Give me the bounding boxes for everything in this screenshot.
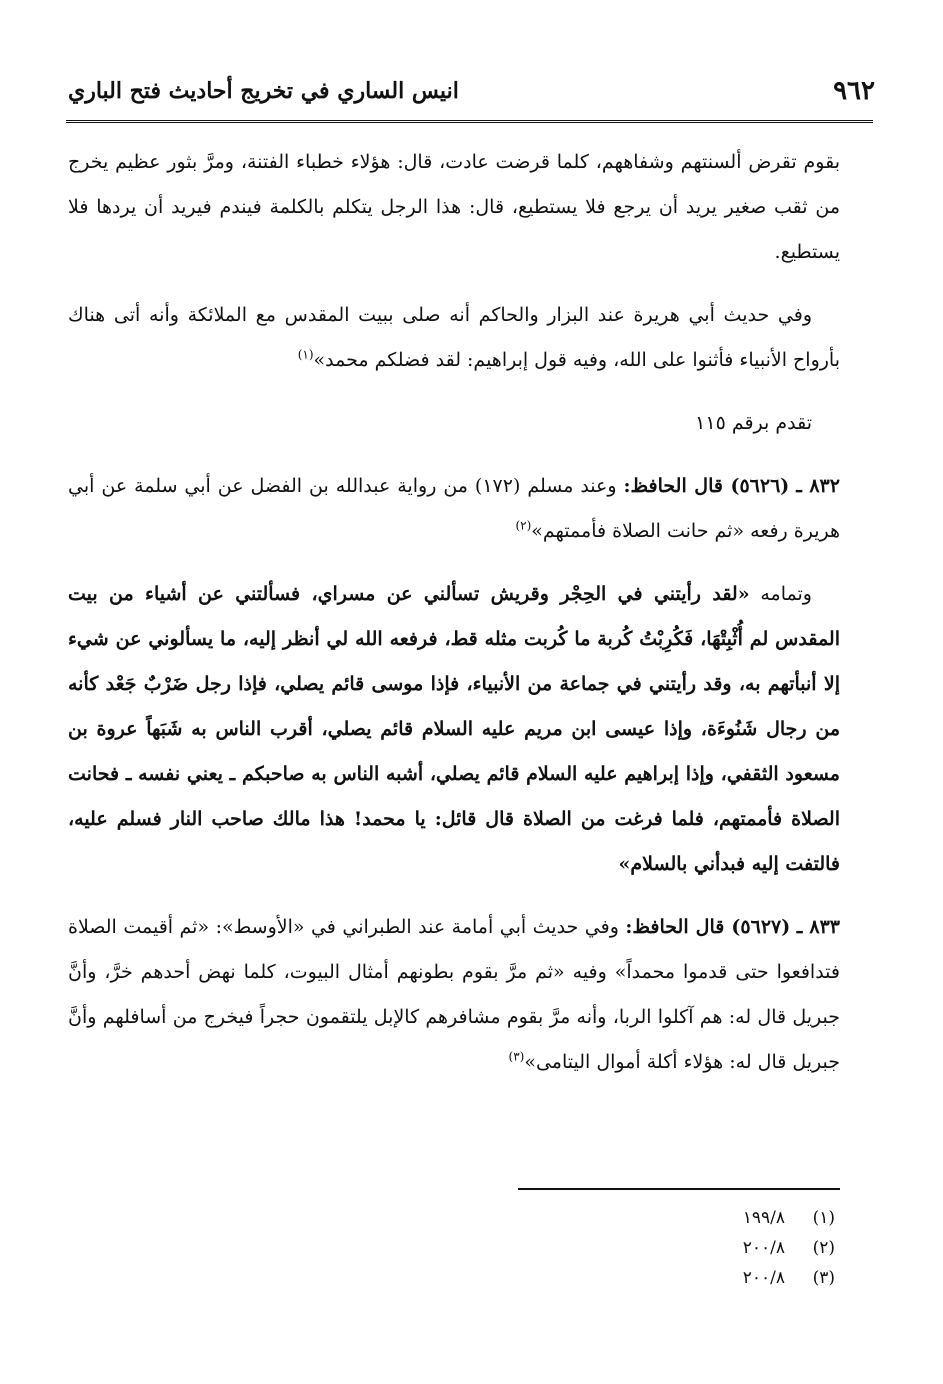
- quote-intro: وتمامه: [760, 583, 812, 605]
- paragraph-abu-hurayra: [68, 293, 840, 383]
- paragraph-text: تقدم برقم ١١٥: [695, 412, 812, 434]
- footnote-item: [600, 1263, 835, 1293]
- paragraph-continued: [68, 140, 840, 275]
- paragraph-text: بقوم تقرض ألسنتهم وشفاههم، كلما قرضت عادت، قال: هؤلاء خطباء الفتنة، ومرَّ بثور عظيم يخرج من ثقب صغير يريد أن يرجع فلا يستطيع، قال: هذا الرجل يتكلم بالكلمة فيندم فيريد أن يردها فلا يستطيع.: [68, 151, 840, 263]
- footnote-marker: (١): [812, 1208, 835, 1228]
- entry-number: ٨٣٢ ـ: [796, 475, 840, 497]
- running-title: انيس الساري في تخريج أحاديث فتح الباري: [68, 78, 459, 104]
- entry-832: [68, 464, 840, 554]
- hadith-quote: «لقد رأيتني في الحِجْر وقريش تسألني عن مسراي، فسألتني عن أشياء من بيت المقدس لم أُثْبِتْهَا، فَكُرِبْتُ كُربة ما كُربت مثله قط، فرفعه الله لي أنظر إليه، ما يسألوني عن شيء إلا أنبأتهم به، وقد رأيتني في جماعة من الأنبياء، فإذا موسى قائم يصلي، فإذا رجل ضَرْبٌ جَعْد كأنه من رجال شَنُوءَة، وإذا عيسى ابن مريم عليه السلام قائم يصلي، أقرب الناس به شَبَهاً عروة بن مسعود الثقفي، وإذا إبراهيم عليه السلام قائم يصلي، أشبه الناس به صاحبكم ـ يعني نفسه ـ فحانت الصلاة فأممتهم، فلما فرغت من الصلاة قال قائل: يا محمد! هذا مالك صاحب النار فسلم عليه، فالتفت إليه فبدأني بالسلام»: [68, 583, 840, 875]
- footnote-ref[interactable]: (٣): [508, 1049, 525, 1064]
- entry-number: ٨٣٣ ـ: [796, 916, 840, 938]
- footnote-item: [600, 1233, 835, 1263]
- footnotes: [600, 1203, 835, 1293]
- entry-reference: (٥٦٢٧) قال الحافظ:: [625, 916, 791, 938]
- footnote-text: ٢٠٠/٨: [742, 1268, 785, 1288]
- footnote-marker: (٢): [812, 1238, 835, 1258]
- entry-833: [68, 905, 840, 1085]
- footnote-ref[interactable]: (١): [297, 347, 314, 362]
- entry-text: وفي حديث أبي أمامة عند الطبراني في «الأوسط»: «ثم أقيمت الصلاة فتدافعوا حتى قدموا محمداً» وفيه «ثم مرَّ بقوم بطونهم أمثال البيوت، كلما نهض أحدهم خرَّ، وأنَّ جبريل قال له: هم آكلوا الربا، وأنه مرَّ بقوم مشافرهم كالإبل يلتقمون حجراً فيخرج من أسافلهم وأنَّ جبريل قال له: هؤلاء أكلة أموال اليتامى»: [68, 916, 840, 1073]
- footnote-text: ١٩٩/٨: [742, 1208, 785, 1228]
- entry-text: وعند مسلم (١٧٢) من رواية عبدالله بن الفضل عن أبي سلمة عن أبي هريرة رفعه «ثم حانت الصلاة فأممتهم»: [68, 475, 840, 542]
- page-header: [68, 76, 875, 120]
- page-number: ٩٦٢: [833, 76, 875, 106]
- header-rule: [66, 120, 873, 123]
- cross-reference: [68, 401, 840, 446]
- footnote-item: [600, 1203, 835, 1233]
- paragraph-text: وفي حديث أبي هريرة عند البزار والحاكم أنه صلى ببيت المقدس مع الملائكة وأنه أتى هناك بأرواح الأنبياء فأثنوا على الله، وفيه قول إبراهيم: لقد فضلكم محمد»: [68, 304, 840, 371]
- footnote-marker: (٣): [812, 1268, 835, 1288]
- hadith-quote-paragraph: [68, 572, 840, 887]
- entry-reference: (٥٦٢٦) قال الحافظ:: [623, 475, 790, 497]
- footnote-separator: [518, 1188, 840, 1190]
- footnote-text: ٢٠٠/٨: [742, 1238, 785, 1258]
- main-text: [68, 140, 840, 1085]
- footnote-ref[interactable]: (٢): [515, 518, 532, 533]
